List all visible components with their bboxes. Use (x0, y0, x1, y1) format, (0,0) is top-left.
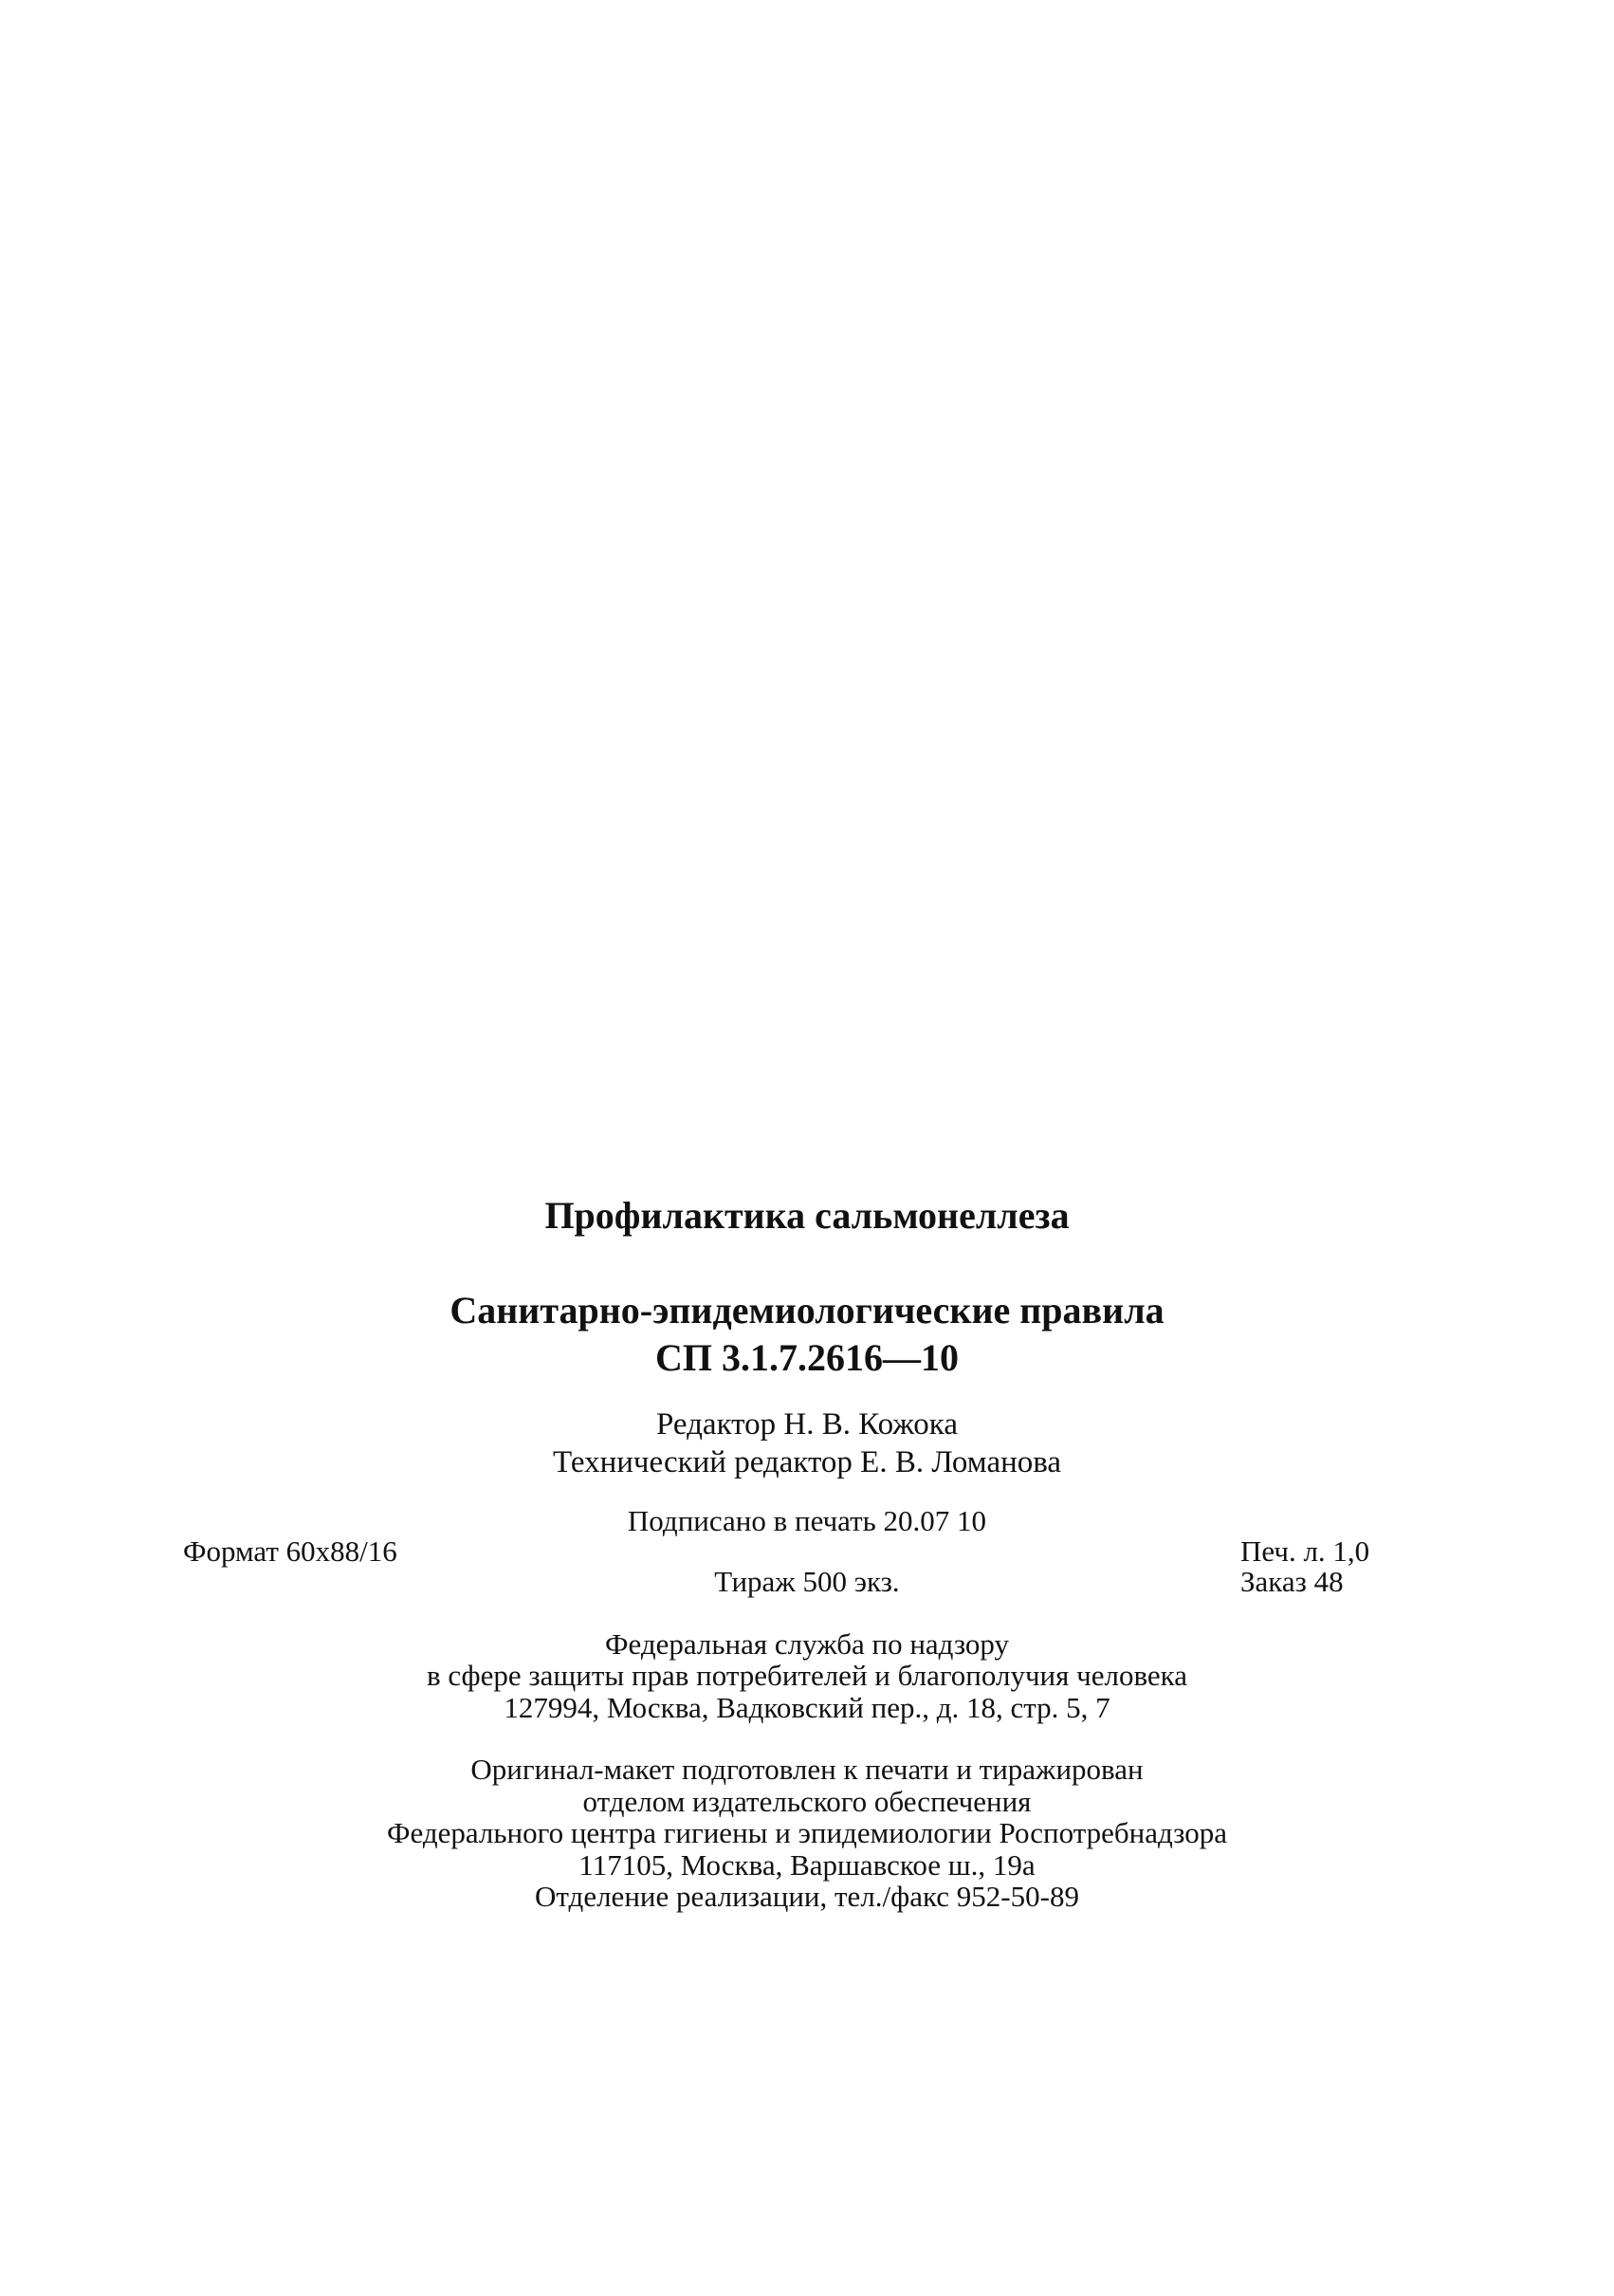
order-number: Заказ 48 (1240, 1565, 1344, 1598)
print-run: Тираж 500 экз. (714, 1565, 900, 1598)
prepared-line-1: Оригинал-макет подготовлен к печати и тиражирован (470, 1753, 1144, 1786)
sales-contact: Отделение реализации, тел./факс 952-50-89 (535, 1880, 1079, 1913)
agency-name-line-2: в сфере защиты прав потребителей и благополучия человека (426, 1659, 1188, 1692)
paper-format: Формат 60x88/16 (183, 1534, 397, 1568)
document-subtitle: Санитарно-эпидемиологические правила (449, 1289, 1165, 1332)
document-title: Профилактика сальмонеллеза (544, 1194, 1070, 1237)
agency-address: 127994, Москва, Вадковский пер., д. 18, стр. 5, 7 (504, 1691, 1110, 1724)
prepared-line-3: Федерального центра гигиены и эпидемиологии Роспотребнадзора (387, 1816, 1227, 1849)
document-code: СП 3.1.7.2616—10 (655, 1336, 959, 1379)
signed-for-print: Подписано в печать 20.07 10 (627, 1504, 987, 1537)
agency-name-line-1: Федеральная служба по надзору (605, 1627, 1009, 1661)
printed-sheets: Печ. л. 1,0 (1240, 1534, 1370, 1568)
editor-credit: Редактор Н. В. Кожока (656, 1407, 958, 1442)
prepared-address: 117105, Москва, Варшавское ш., 19а (578, 1848, 1036, 1882)
tech-editor-credit: Технический редактор Е. В. Ломанова (552, 1445, 1062, 1479)
prepared-line-2: отделом издательского обеспечения (582, 1785, 1032, 1818)
